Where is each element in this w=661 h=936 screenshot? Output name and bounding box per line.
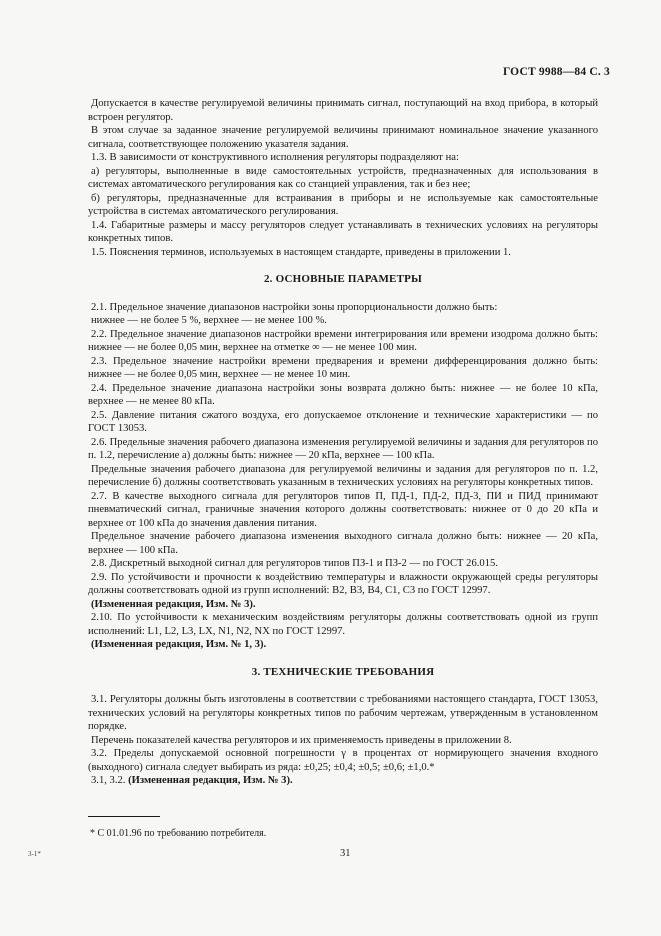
paragraph: 2.8. Дискретный выходной сигнал для регуляторов типов ПЗ-1 и ПЗ-2 — по ГОСТ 26.015. bbox=[91, 558, 498, 569]
paragraph: 1.5. Пояснения терминов, используемых в настоящем стандарте, приведены в приложении 1. bbox=[91, 246, 511, 258]
note-prefix: 3.1, 3.2. bbox=[91, 775, 126, 786]
paragraph: нижнее — не более 5 %, верхнее — не менее 100 %. bbox=[91, 315, 327, 326]
paragraph: 2.2. Предельное значение диапазонов настройки времени интегрирования или времени изодрома должно быть: нижнее — не более 0,05 мин, верхнее на отметке ∞ — не менее 100 мин. bbox=[88, 328, 598, 353]
amendment-note: (Измененная редакция, Изм. № 3). bbox=[128, 775, 293, 786]
paragraph: 2.9. По устойчивости и прочности к воздействию температуры и влажности окружающей среды регуляторы должны соответствовать одной из групп исполнений: В2, В3, В4, С1, С3 по ГОСТ 12997. bbox=[88, 571, 598, 596]
paragraph: 1.4. Габаритные размеры и массу регуляторов следует устанавливать в технических условиях на регуляторы конкретных типов. bbox=[88, 219, 598, 244]
footnote: * С 01.01.96 по требованию потребителя. bbox=[90, 828, 267, 839]
paragraph: Перечень показателей качества регуляторов и их применяемость приведены в приложении 8. bbox=[91, 734, 512, 746]
paragraph: Предельное значение рабочего диапазона изменения выходного сигнала должно быть: нижнее — 20 кПа, верхнее — 100 кПа. bbox=[88, 531, 598, 556]
paragraph: 3.1. Регуляторы должны быть изготовлены в соответствии с требованиями настоящего стандарта, ГОСТ 13053, технических условий на регуляторы конкретных типов по рабочим чертежам, утвержденным в установленном порядке. bbox=[88, 694, 598, 732]
paragraph: 2.4. Предельное значение диапазона настройки зоны возврата должно быть: нижнее — не более 10 кПа, верхнее — не менее 80 кПа. bbox=[88, 382, 598, 407]
page-content bbox=[88, 97, 598, 788]
amendment-note-line bbox=[88, 774, 598, 788]
paragraph: 2.3. Предельное значение настройки времени предварения и времени дифференцирования должно быть: нижнее — не более 0,05 мин, верхнее — не менее 10 мин. bbox=[88, 355, 598, 380]
paragraph: 2.6. Предельные значения рабочего диапазона изменения регулируемой величины и задания для регуляторов по п. 1.2, перечисление а) должны быть: нижнее — 20 кПа, верхнее — 100 кПа. bbox=[88, 436, 598, 461]
paragraph: Допускается в качестве регулируемой величины принимать сигнал, поступающий на вход прибора, в который встроен регулятор. bbox=[88, 98, 598, 123]
paragraph: 2.7. В качестве выходного сигнала для регуляторов типов П, ПД-1, ПД-2, ПД-3, ПИ и ПИД принимают пневматический сигнал, граничные значения которого должны соответствовать: нижнее от 0 до 20 кПа и верхнее от 100 кПа до значения давления питания. bbox=[88, 490, 598, 529]
paragraph: Предельные значения рабочего диапазона для регулируемой величины и задания для регуляторов по п. 1.2, перечисление б) должны соответствовать указанным в технических условиях на регуляторы конкретных типов. bbox=[88, 463, 598, 488]
paragraph: 2.10. По устойчивости к механическим воздействиям регуляторы должны соответствовать одной из групп исполнений: L1, L2, L3, LX, N1, N2, NX по ГОСТ 12997. bbox=[88, 612, 598, 637]
paragraph: 3.2. Пределы допускаемой основной погрешности γ в процентах от нормирующего значения входного (выходного) сигнала следует выбирать из ряда: ±0,25; ±0,4; ±0,5; ±0,6; ±1,0.* bbox=[88, 748, 598, 773]
paragraph: 1.3. В зависимости от конструктивного исполнения регуляторы подразделяют на: bbox=[91, 152, 459, 163]
section-heading: 3. ТЕХНИЧЕСКИЕ ТРЕБОВАНИЯ bbox=[251, 665, 435, 678]
section-heading: 2. ОСНОВНЫЕ ПАРАМЕТРЫ bbox=[263, 273, 423, 285]
paragraph: В этом случае за заданное значение регулируемой величины принимают номинальное значение указанного сигнала, соответствующее положению указателя задания. bbox=[88, 125, 598, 150]
paragraph: а) регуляторы, выполненные в виде самостоятельных устройств, предназначенных для использования в системах автоматического регулирования как со станцией управления, так и без нее; bbox=[88, 165, 598, 190]
paragraph: б) регуляторы, предназначенные для встраивания в приборы и не используемые как самостоятельные устройства в системах автоматического регулирования. bbox=[88, 192, 598, 217]
page-header: ГОСТ 9988—84 С. 3 bbox=[502, 66, 610, 78]
page-number: 31 bbox=[340, 848, 351, 859]
paragraph: 2.5. Давление питания сжатого воздуха, его допускаемое отклонение и технические характеристики — по ГОСТ 13053. bbox=[88, 409, 598, 434]
print-mark: 3-1* bbox=[28, 850, 41, 858]
amendment-note: (Измененная редакция, Изм. № 1, 3). bbox=[91, 639, 267, 650]
amendment-note: (Измененная редакция, Изм. № 3). bbox=[91, 598, 256, 610]
footnote-divider bbox=[88, 816, 160, 817]
paragraph: 2.1. Предельное значение диапазонов настройки зоны пропорциональности должно быть: bbox=[91, 301, 498, 313]
